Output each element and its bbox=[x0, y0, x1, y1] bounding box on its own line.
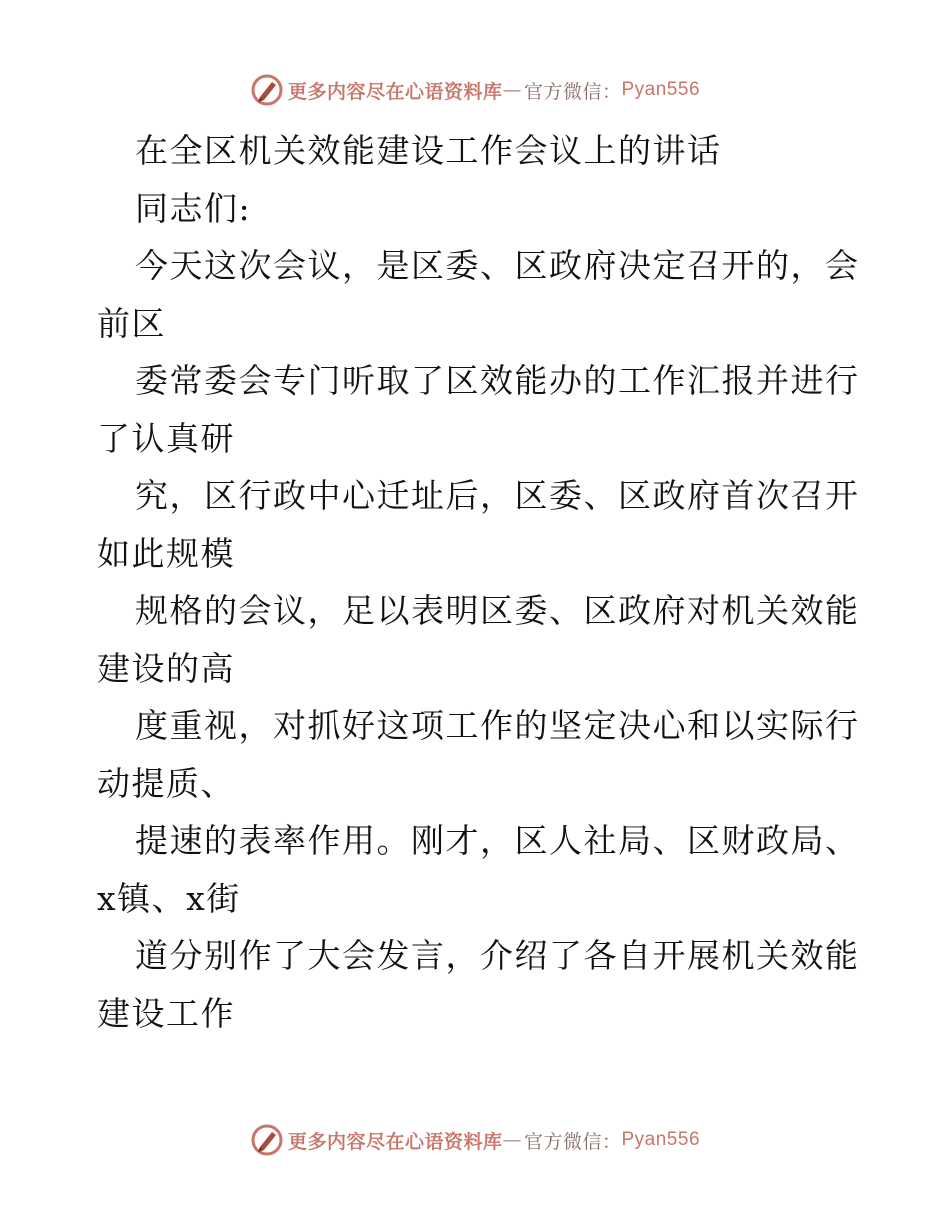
text-line: 究，区行政中心迁址后，区委、区政府首次召开 bbox=[135, 476, 860, 515]
text-line: 前区 bbox=[97, 303, 166, 343]
watermark-wechat-id: Pyan556 bbox=[621, 1129, 701, 1150]
document-body bbox=[97, 122, 860, 1042]
watermark-brand: 更多内容尽在心语资料库 bbox=[287, 80, 503, 103]
text-line: 动提质、 bbox=[97, 763, 235, 803]
pen-logo-icon bbox=[250, 1123, 284, 1157]
watermark-dash: — bbox=[502, 79, 522, 101]
text-line: x镇、x街 bbox=[97, 878, 241, 918]
text-line: 了认真研 bbox=[97, 418, 235, 458]
salutation: 同志们: bbox=[135, 188, 252, 228]
watermark-label: 官方微信： bbox=[523, 80, 622, 103]
header-watermark bbox=[0, 72, 950, 108]
watermark-brand: 更多内容尽在心语资料库 bbox=[287, 1130, 503, 1153]
text-line: 委常委会专门听取了区效能办的工作汇报并进行 bbox=[135, 361, 860, 400]
text-line: 建设工作 bbox=[97, 993, 235, 1033]
text-line: 提速的表率作用。刚才，区人社局、区财政局、 bbox=[135, 821, 860, 860]
text-line: 度重视，对抓好这项工作的坚定决心和以实际行 bbox=[135, 706, 860, 745]
text-line: 规格的会议，足以表明区委、区政府对机关效能 bbox=[135, 591, 860, 630]
watermark-wechat-id: Pyan556 bbox=[621, 79, 701, 100]
text-line: 今天这次会议，是区委、区政府决定召开的，会 bbox=[135, 246, 860, 285]
text-line: 如此规模 bbox=[97, 533, 235, 573]
text-line: 道分别作了大会发言，介绍了各自开展机关效能 bbox=[135, 936, 860, 975]
document-title: 在全区机关效能建设工作会议上的讲话 bbox=[135, 131, 722, 170]
watermark-dash: — bbox=[502, 1129, 522, 1151]
footer-watermark bbox=[0, 1122, 950, 1158]
watermark-label: 官方微信： bbox=[523, 1130, 622, 1153]
pen-logo-icon bbox=[250, 73, 284, 107]
text-line: 建设的高 bbox=[97, 648, 235, 688]
